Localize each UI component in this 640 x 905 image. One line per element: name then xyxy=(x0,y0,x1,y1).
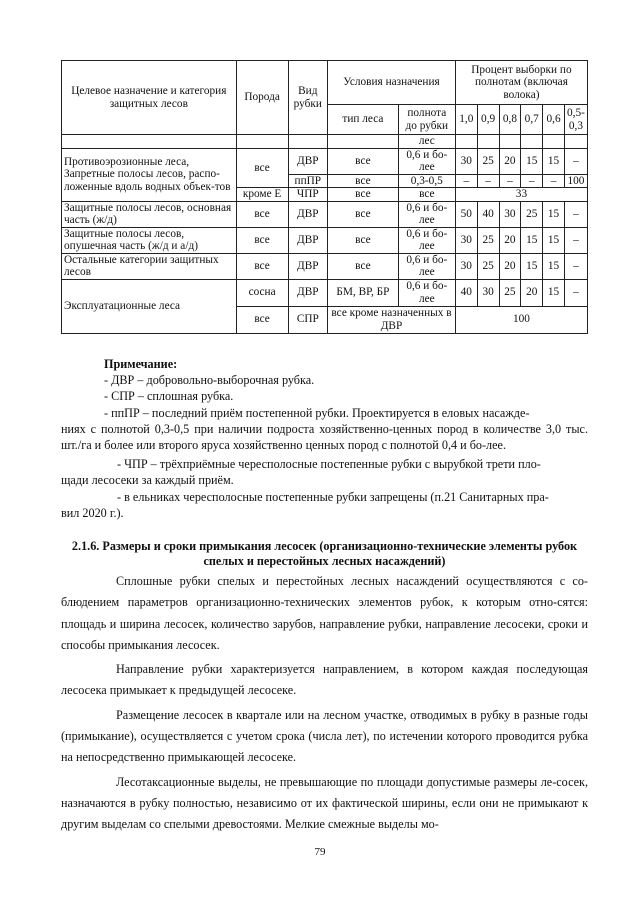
row-purpose: Эксплуатационные леса xyxy=(62,279,237,333)
paragraph: Сплошные рубки спелых и перестойных лесных насаждений осуществляются с со-блюдением параметров организационно-технических элементов рубок, к которым отно-сятся: площадь и ширина лесосек, количество зарубов, направление рубки, направление лесосеки, сроки и способы примыкания лесосек. xyxy=(61,574,588,652)
row-value: 20 xyxy=(499,253,521,279)
row-value: 100 xyxy=(564,174,587,188)
paragraph: Направление рубки характеризуется направлением, в котором каждая последующая лесосека примыкает к предыдущей лесосеке. xyxy=(61,662,588,698)
row-value: 15 xyxy=(543,227,565,253)
header-d05: 0,5-0,3 xyxy=(564,105,587,135)
note-spr: - СПР – сплошная рубка. xyxy=(104,389,234,404)
row-density: 0,6 и бо-лее xyxy=(398,227,455,253)
row-value: 30 xyxy=(455,253,477,279)
note-spruce: - в ельниках чересполосные постепенные рубки запрещены (п.21 Санитарных пра- xyxy=(117,489,549,504)
row-value: 25 xyxy=(521,201,543,227)
row-value: 20 xyxy=(521,279,543,306)
row-type: все кроме назначенных в ДВР xyxy=(328,306,456,333)
row-type: все xyxy=(328,253,399,279)
row-value: 30 xyxy=(455,227,477,253)
row-value: – xyxy=(564,148,587,174)
table-row: лес xyxy=(398,135,455,149)
section-body xyxy=(61,571,588,839)
notes-block xyxy=(61,356,588,521)
notes-title: Примечание: xyxy=(104,357,178,371)
row-cut: ппПР xyxy=(288,174,327,188)
row-value: 33 xyxy=(455,188,587,202)
row-value: 15 xyxy=(543,148,565,174)
row-value: 30 xyxy=(455,148,477,174)
header-d09: 0,9 xyxy=(477,105,499,135)
header-d08: 0,8 xyxy=(499,105,521,135)
row-density: 0,6 и бо-лее xyxy=(398,201,455,227)
header-density: полнота до рубки xyxy=(398,105,455,135)
row-breed: все xyxy=(236,306,288,333)
note-chpr-cont: щади лесосеки за каждый приём. xyxy=(61,473,234,488)
row-purpose: Защитные полосы лесов, основная часть (ж/д) xyxy=(62,201,237,227)
row-breed: все xyxy=(236,148,288,188)
header-conditions: Условия назначения xyxy=(328,61,456,105)
row-purpose: Противоэрозионные леса, Запретные полосы лесов, распо-ложенные вдоль водных объек-тов xyxy=(62,148,237,201)
note-pppr: - ппПР – последний приём постепенной рубки. Проектируется в еловых насажде- xyxy=(104,405,530,420)
row-cut: ДВР xyxy=(288,253,327,279)
row-value: 15 xyxy=(543,253,565,279)
row-density: 0,6 и бо-лее xyxy=(398,253,455,279)
row-value: 40 xyxy=(477,201,499,227)
row-value: 15 xyxy=(521,227,543,253)
row-cut: ДВР xyxy=(288,148,327,174)
header-d06: 0,6 xyxy=(543,105,565,135)
row-value: – xyxy=(499,174,521,188)
row-type: все xyxy=(328,174,399,188)
row-value: 15 xyxy=(521,148,543,174)
section-heading: 2.1.6. Размеры и сроки примыкания лесосек (организационно-технические элементы рубок спелых и перестойных лесных насаждений) xyxy=(71,539,578,568)
row-density: 0,6 и бо-лее xyxy=(398,279,455,306)
row-type: все xyxy=(328,201,399,227)
header-purpose: Целевое назначение и категория защитных лесов xyxy=(62,61,237,135)
row-density: все xyxy=(398,188,455,202)
row-purpose: Остальные категории защитных лесов xyxy=(62,253,237,279)
note-dvr: - ДВР – добровольно-выборочная рубка. xyxy=(104,373,315,388)
row-density: 0,6 и бо-лее xyxy=(398,148,455,174)
row-value: – xyxy=(455,174,477,188)
harvest-percentage-table xyxy=(61,60,588,334)
row-breed: все xyxy=(236,253,288,279)
row-cut: ДВР xyxy=(288,227,327,253)
row-value: 15 xyxy=(543,201,565,227)
header-breed: Порода xyxy=(236,61,288,135)
row-type: все xyxy=(328,148,399,174)
row-value: – xyxy=(477,174,499,188)
row-value: 100 xyxy=(455,306,587,333)
row-value: 30 xyxy=(499,201,521,227)
row-value: – xyxy=(564,227,587,253)
paragraph: Размещение лесосек в квартале или на лесном участке, отводимых в рубку в разные годы (примыкание), осуществляется с учетом срока (числа лет), по истечении которого проводится рубка на непосредственно примыкающей лесосеке. xyxy=(61,707,588,765)
row-value: 15 xyxy=(521,253,543,279)
page-number: 79 xyxy=(314,846,326,858)
note-chpr: - ЧПР – трёхприёмные чересполосные постепенные рубки с вырубкой трети пло- xyxy=(117,457,541,472)
row-value: 25 xyxy=(477,253,499,279)
row-cut: ЧПР xyxy=(288,188,327,202)
row-value: 15 xyxy=(543,279,565,306)
row-value: 40 xyxy=(455,279,477,306)
row-value: 30 xyxy=(477,279,499,306)
header-forest-type: тип леса xyxy=(328,105,399,135)
row-density: 0,3-0,5 xyxy=(398,174,455,188)
row-cut: ДВР xyxy=(288,279,327,306)
row-value: 25 xyxy=(477,227,499,253)
row-value: – xyxy=(543,174,565,188)
row-breed: сосна xyxy=(236,279,288,306)
row-value: 25 xyxy=(477,148,499,174)
row-type: все xyxy=(328,188,399,202)
row-value: – xyxy=(564,253,587,279)
row-breed: все xyxy=(236,201,288,227)
row-purpose: Защитные полосы лесов, опушечная часть (ж/д и а/д) xyxy=(62,227,237,253)
row-breed: кроме Е xyxy=(236,188,288,202)
row-cut: СПР xyxy=(288,306,327,333)
header-cut-type: Вид рубки xyxy=(288,61,327,135)
row-cut: ДВР xyxy=(288,201,327,227)
row-value: 25 xyxy=(499,279,521,306)
row-value: – xyxy=(521,174,543,188)
header-d10: 1,0 xyxy=(455,105,477,135)
row-value: 20 xyxy=(499,148,521,174)
header-percent: Процент выборки по полнотам (включая волока) xyxy=(455,61,587,105)
row-value: – xyxy=(564,201,587,227)
row-type: все xyxy=(328,227,399,253)
row-type: БМ, ВР, БР xyxy=(328,279,399,306)
row-value: 20 xyxy=(499,227,521,253)
row-value: – xyxy=(564,279,587,306)
note-spruce-cont: вил 2020 г.). xyxy=(61,505,124,520)
row-value: 50 xyxy=(455,201,477,227)
note-pppr-cont: ниях с полнотой 0,3-0,5 при наличии подроста хозяйственно-ценных пород в количестве 3,0 тыс. шт./га и более или второго яруса хозяйственно ценных пород с полнотой 0,4 и бо-лее. xyxy=(61,421,588,453)
row-breed: все xyxy=(236,227,288,253)
header-d07: 0,7 xyxy=(521,105,543,135)
paragraph: Лесотаксационные выделы, не превышающие по площади допустимые размеры ле-сосек, назначаются в рубку полностью, независимо от их фактической ширины, если они не примыкают к другим выделам со спелыми древостоями. Мелкие смежные выделы мо- xyxy=(61,774,588,832)
